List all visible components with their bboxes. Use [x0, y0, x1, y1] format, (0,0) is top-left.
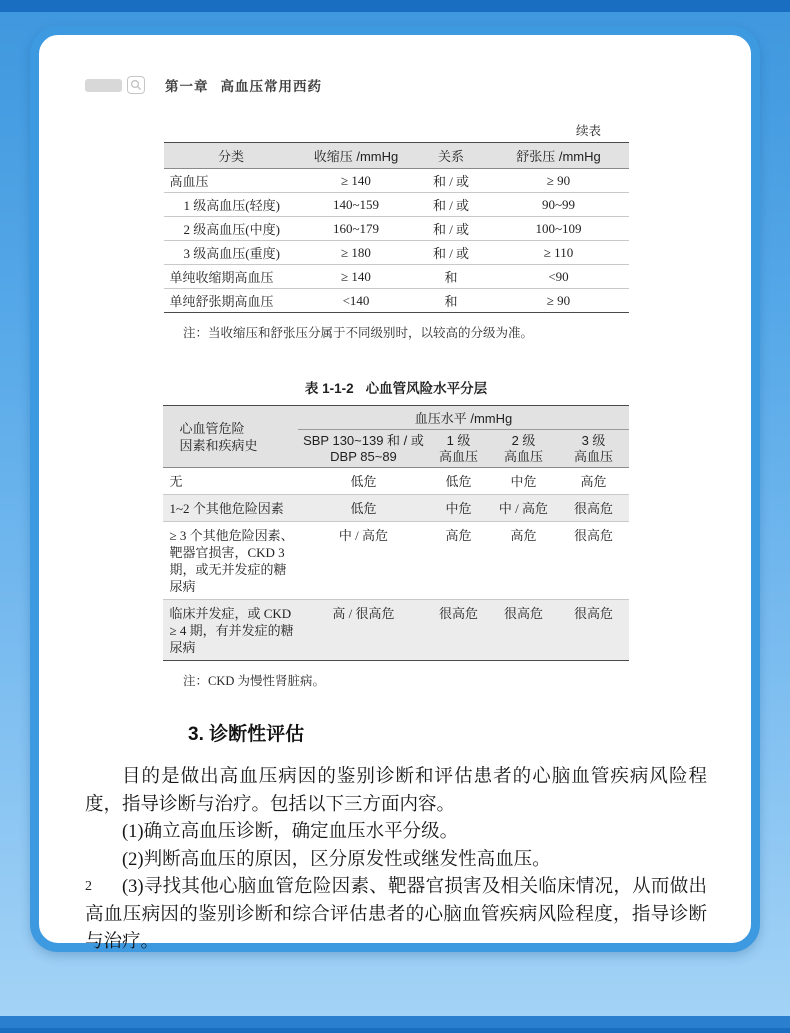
chapter-title: 高血压常用西药 [220, 79, 322, 94]
table-cell: ≥ 180 [299, 241, 414, 265]
group-header-bp-level: 血压水平 /mmHg [298, 406, 628, 430]
table-cell: 中 / 高危 [488, 495, 558, 522]
body-paragraph: 目的是做出高血压病因的鉴别诊断和评估患者的心脑血管疾病风险程度，指导诊断与治疗。包括以下三方面内容。 [85, 767, 707, 815]
table-row [164, 289, 629, 313]
column-header-systolic: 收缩压 /mmHg [299, 143, 414, 169]
table-cell: 高血压 [164, 169, 299, 193]
table-cell: 中危 [428, 495, 488, 522]
running-head [85, 75, 707, 95]
table-cell: 和 / 或 [414, 193, 489, 217]
book-page [30, 26, 760, 952]
table-cell: 和 / 或 [414, 241, 489, 265]
table-row [163, 495, 628, 522]
table-cell: 160~179 [299, 217, 414, 241]
table-row [164, 265, 629, 289]
table-cell: 和 / 或 [414, 169, 489, 193]
column-header-classification: 分类 [164, 143, 299, 169]
table-cell: 低危 [428, 468, 488, 495]
table-cell: <90 [489, 265, 629, 289]
table-row [163, 468, 628, 495]
table-cell: 很高危 [488, 600, 558, 661]
table-cell: ≥ 90 [489, 169, 629, 193]
table-cell: 很高危 [558, 522, 628, 600]
table-cell: ≥ 140 [299, 265, 414, 289]
column-header-risk-factors [163, 406, 298, 468]
table-note: 注：CKD 为慢性肾脏病。 [183, 674, 326, 688]
column-header-diastolic: 舒张压 /mmHg [489, 143, 629, 169]
page-number: 2 [85, 879, 92, 894]
risk-stratification-table [163, 405, 628, 661]
top-border-band [0, 0, 790, 12]
table-header-row [163, 406, 628, 430]
header-ornament-bar [85, 79, 122, 92]
table-number: 表 1-1-2 [304, 381, 354, 396]
header-line: 3 级 [581, 432, 606, 448]
table-cell: ≥ 110 [489, 241, 629, 265]
table-cell: 低危 [298, 468, 428, 495]
table-note: 注：当收缩压和舒张压分属于不同级别时，以较高的分级为准。 [183, 326, 534, 340]
header-line: 高血压 [573, 448, 613, 464]
page-content [39, 35, 751, 952]
table-cell: 中危 [488, 468, 558, 495]
table-cell: 140~159 [299, 193, 414, 217]
continued-table-label: 续表 [575, 124, 601, 138]
table-cell: 单纯收缩期高血压 [164, 265, 299, 289]
table-cell: 低危 [298, 495, 428, 522]
column-header-relation: 关系 [414, 143, 489, 169]
magnifier-icon [127, 76, 145, 94]
table-cell: 很高危 [558, 600, 628, 661]
table-row [163, 522, 628, 600]
table-cell: 1~2 个其他危险因素 [163, 495, 298, 522]
table-cell: <140 [299, 289, 414, 313]
table-cell: 3 级高血压(重度) [164, 241, 299, 265]
table-cell: 1 级高血压(轻度) [164, 193, 299, 217]
column-header-grade2 [488, 430, 558, 468]
table-cell: 中 / 高危 [298, 522, 428, 600]
table-cell: 和 [414, 265, 489, 289]
section-heading: 3. 诊断性评估 [188, 724, 305, 745]
header-line: 高血压 [438, 448, 478, 464]
table-header-row [164, 143, 629, 169]
table-row [164, 241, 629, 265]
header-line: 心血管危险 [179, 420, 245, 436]
table-cell: 临床并发症，或 CKD ≥ 4 期，有并发症的糖尿病 [163, 600, 298, 661]
table-title [85, 377, 707, 397]
bottom-border-band [0, 1016, 790, 1033]
table-cell: ≥ 3 个其他危险因素、靶器官损害，CKD 3 期，或无并发症的糖尿病 [163, 522, 298, 600]
table-row [164, 217, 629, 241]
table-title-text: 心血管风险水平分层 [365, 381, 488, 396]
column-header-grade1 [428, 430, 488, 468]
header-line: 1 级 [446, 432, 471, 448]
body-paragraph: (1)确立高血压诊断，确定血压水平分级。 [122, 822, 459, 842]
header-line: 因素和疾病史 [179, 437, 258, 453]
table-row [163, 600, 628, 661]
table-cell: 高危 [428, 522, 488, 600]
table-cell: 无 [163, 468, 298, 495]
body-paragraph: (2)判断高血压的原因，区分原发性或继发性高血压。 [122, 849, 551, 870]
chapter-number: 第一章 [165, 79, 209, 94]
table-cell: 90~99 [489, 193, 629, 217]
table-cell: 高危 [488, 522, 558, 600]
table-cell: 高 / 很高危 [298, 600, 428, 661]
bp-classification-table [164, 142, 629, 313]
column-header-sbp-dbp [298, 430, 428, 468]
table-row [164, 169, 629, 193]
header-line: 高血压 [503, 448, 543, 464]
column-header-grade3 [558, 430, 628, 468]
table-cell: 2 级高血压(中度) [164, 217, 299, 241]
table-cell: 和 [414, 289, 489, 313]
table-cell: ≥ 140 [299, 169, 414, 193]
header-line: 2 级 [511, 432, 536, 448]
table-cell: 很高危 [428, 600, 488, 661]
table-cell: 高危 [558, 468, 628, 495]
header-line: DBP 85~89 [330, 448, 397, 464]
table-row [164, 193, 629, 217]
chapter-heading [165, 75, 322, 95]
table-cell: 很高危 [558, 495, 628, 522]
table-cell: 100~109 [489, 217, 629, 241]
table-cell: 和 / 或 [414, 217, 489, 241]
table-cell: ≥ 90 [489, 289, 629, 313]
body-paragraph: (3)寻找其他心脑血管危险因素、靶器官损害及相关临床情况，从而做出高血压病因的鉴别诊断和综合评估患者的心脑血管疾病风险程度，指导诊断与治疗。 [85, 877, 707, 952]
header-line: SBP 130~139 和 / 或 [303, 432, 424, 448]
table-cell: 单纯舒张期高血压 [164, 289, 299, 313]
